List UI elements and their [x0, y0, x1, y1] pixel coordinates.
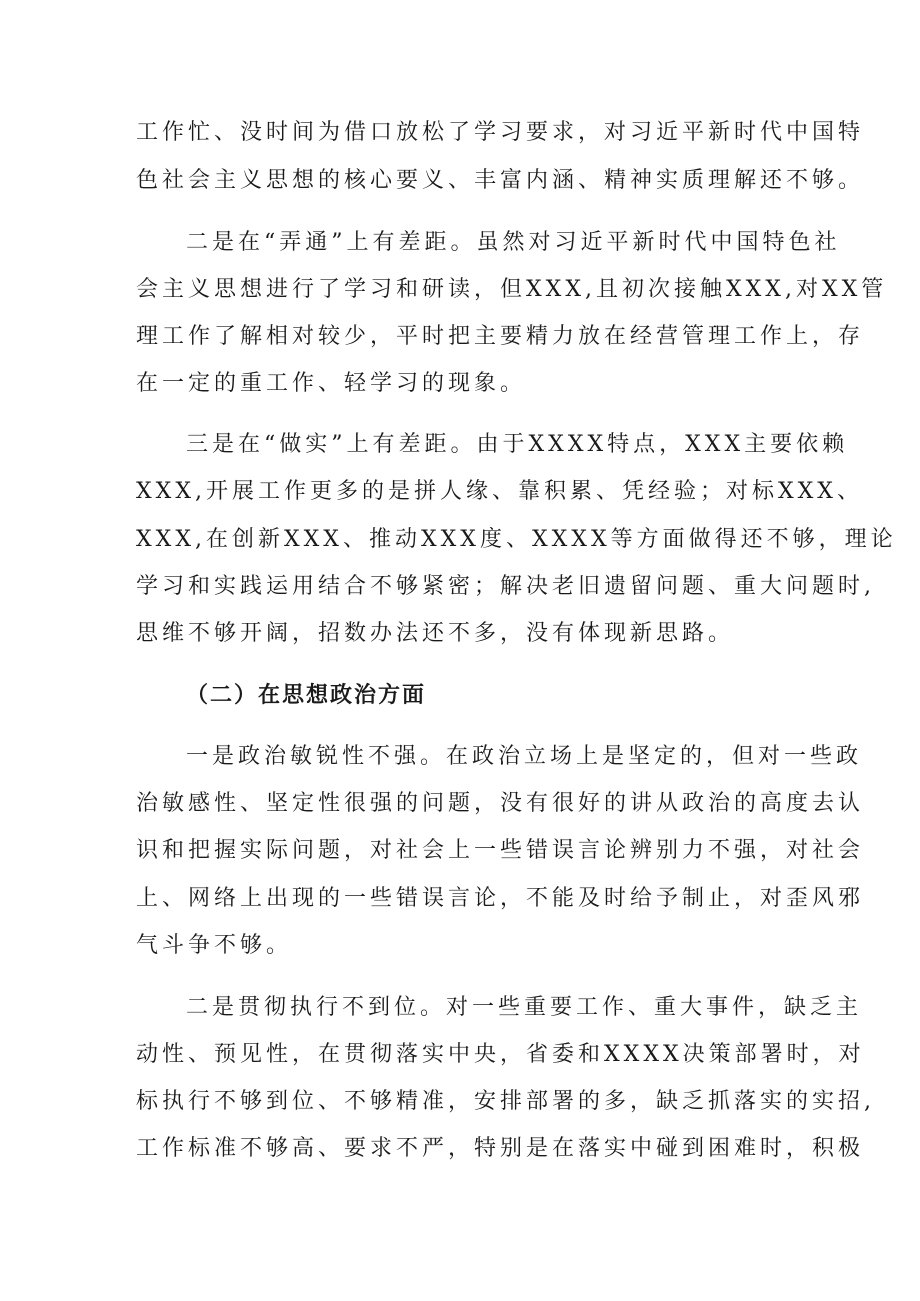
paragraph-zuoshi-line-3: XXX,在创新XXX、推动XXX度、XXXX等方面做得还不够，理论 [136, 527, 897, 552]
paragraph-political-line-1: 一是政治敏锐性不强。在政治立场上是坚定的，但对一些政 [186, 744, 863, 769]
paragraph-nongtong-line-4: 在一定的重工作、轻学习的现象。 [136, 371, 527, 396]
paragraph-zuoshi-line-5: 思维不够开阔，招数办法还不多，没有体现新思路。 [136, 621, 735, 646]
paragraph-political-line-2: 治敏感性、坚定性很强的问题，没有很好的讲从政治的高度去认 [136, 791, 865, 816]
text-line-2: 色社会主义思想的核心要义、丰富内涵、精神实质理解还不够。 [136, 168, 865, 193]
paragraph-execution-line-1: 二是贯彻执行不到位。对一些重要工作、重大事件，缺乏主 [186, 995, 863, 1020]
paragraph-nongtong-line-3: 理工作了解相对较少，平时把主要精力放在经营管理工作上，存 [136, 324, 865, 349]
paragraph-execution-line-3: 标执行不够到位、不够精准，安排部署的多，缺乏抓落实的实招, [136, 1089, 875, 1114]
paragraph-execution-line-4: 工作标准不够高、要求不严，特别是在落实中碰到困难时，积极 [136, 1136, 865, 1161]
paragraph-nongtong-line-2: 会主义思想进行了学习和研读，但XXX,且初次接触XXX,对XX管 [136, 277, 888, 302]
paragraph-execution-line-2: 动性、预见性，在贯彻落实中央，省委和XXXX决策部署时，对 [136, 1042, 865, 1067]
text-line-1: 工作忙、没时间为借口放松了学习要求，对习近平新时代中国特 [136, 120, 865, 145]
paragraph-zuoshi-line-1: 三是在“做实”上有差距。由于XXXX特点，XXX主要依赖 [186, 432, 849, 457]
paragraph-political-line-3: 识和把握实际问题，对社会上一些错误言论辨别力不强，对社会 [136, 838, 865, 863]
paragraph-zuoshi-line-2: XXX,开展工作更多的是拼人缘、靠积累、凭经验；对标XXX、 [136, 479, 863, 504]
section-heading: （二）在思想政治方面 [186, 683, 427, 708]
paragraph-zuoshi-line-4: 学习和实践运用结合不够紧密；解决老旧遗留问题、重大问题时, [136, 574, 875, 599]
paragraph-political-line-5: 气斗争不够。 [136, 933, 293, 958]
paragraph-nongtong-line-1: 二是在“弄通”上有差距。虽然对习近平新时代中国特色社 [186, 230, 841, 255]
paragraph-political-line-4: 上、网络上出现的一些错误言论，不能及时给予制止，对歪风邪 [136, 886, 865, 911]
